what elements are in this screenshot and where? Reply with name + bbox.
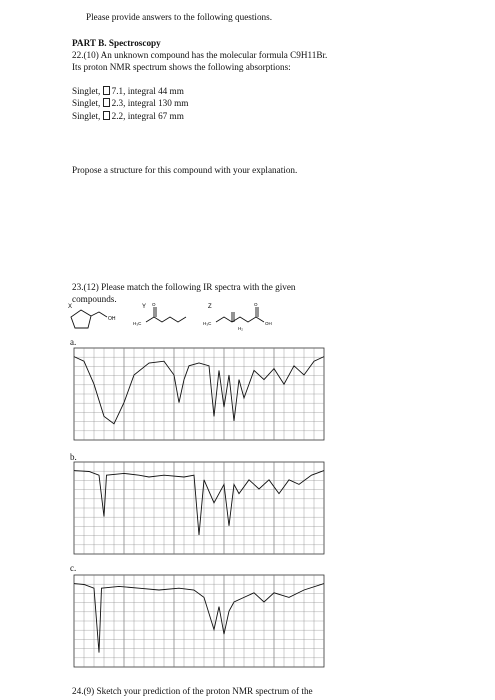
compound-label-z: Z <box>208 304 212 310</box>
missing-symbol-box-icon <box>103 111 110 120</box>
ir-spectrum-a <box>74 348 324 440</box>
intro-text: Please provide answers to the following questions. <box>86 12 273 22</box>
nmr-line-2: Singlet, 2.3, integral 130 mm <box>72 98 189 108</box>
q23-line-2: compounds. <box>72 294 117 304</box>
compound-structures <box>66 300 366 340</box>
spectrum-trace <box>74 584 324 653</box>
atom-oh-x: OH <box>108 316 116 322</box>
compound-label-x: X <box>68 304 73 310</box>
atom-h2-z: H₂ <box>238 326 243 331</box>
part-b-heading: PART B. Spectroscopy <box>72 38 161 48</box>
q22-line-2: Its proton NMR spectrum shows the following absorptions: <box>72 62 291 72</box>
atom-o-z: O <box>254 302 258 307</box>
atom-h3c-z: H₃C <box>203 321 212 326</box>
ir-spectrum-b <box>74 462 324 554</box>
compound-label-y: Y <box>142 304 147 310</box>
q22-line-1: 22.(10) An unknown compound has the molecular formula C9H11Br. <box>72 50 328 60</box>
spectrum-label-b: b. <box>70 452 77 462</box>
missing-symbol-box-icon <box>103 86 110 95</box>
ir-spectrum-c <box>74 575 324 667</box>
missing-symbol-box-icon <box>103 98 110 107</box>
nmr-line-3: Singlet, 2.2, integral 67 mm <box>72 111 184 121</box>
structure-y <box>146 307 186 322</box>
spectrum-trace <box>74 357 324 424</box>
structure-x <box>71 310 107 328</box>
nmr-line-1: Singlet, 7.1, integral 44 mm <box>72 86 184 96</box>
atom-h3c-y: H₃C <box>133 321 142 326</box>
q22-task: Propose a structure for this compound with your explanation. <box>72 165 298 175</box>
atom-o-y: O <box>152 302 156 307</box>
structure-z <box>216 307 264 322</box>
spectrum-label-c: c. <box>70 563 77 573</box>
spectrum-label-a: a. <box>70 337 77 347</box>
q24-line-1: 24.(9) Sketch your prediction of the proton NMR spectrum of the <box>72 686 313 696</box>
q23-line-1: 23.(12) Please match the following IR spectra with the given <box>72 282 296 292</box>
atom-oh-z: OH <box>265 321 272 326</box>
